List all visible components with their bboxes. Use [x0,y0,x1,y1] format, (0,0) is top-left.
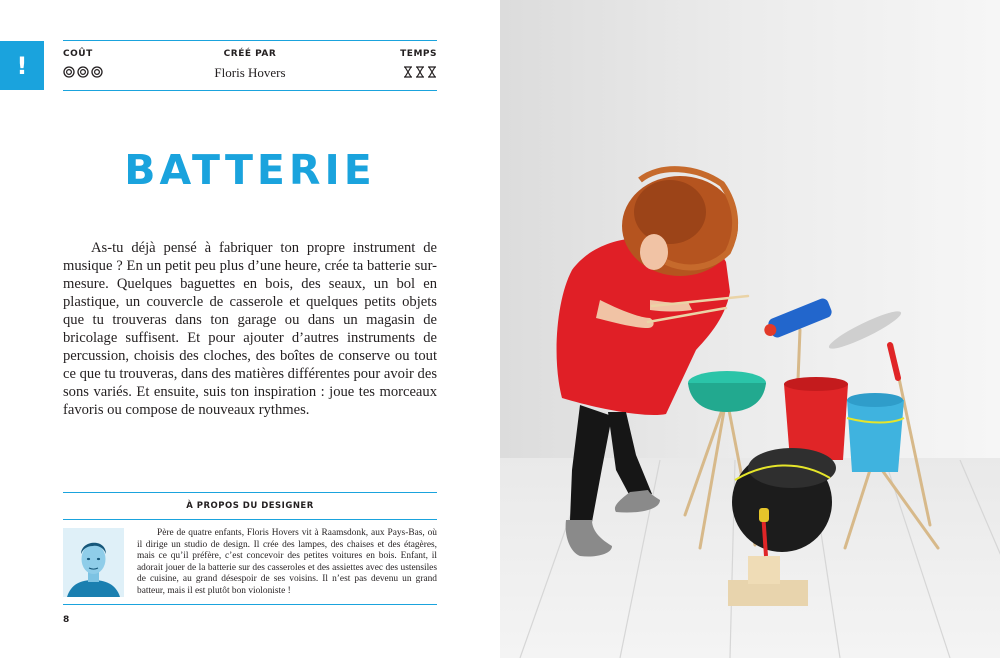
cost-label: COÛT [63,49,93,59]
time-rating [400,66,437,78]
hourglass-icon [415,66,425,78]
hourglass-icon [427,66,437,78]
exclamation-badge [0,41,44,90]
creator-name: Floris Hovers [214,65,286,80]
project-meta-bar [63,40,437,91]
page-title: BATTERIE [124,146,376,194]
about-designer-heading: À PROPOS DU DESIGNER [63,493,437,520]
hourglass-icon [403,66,413,78]
creator-section [63,49,437,81]
time-section [400,49,437,78]
time-label: TEMPS [400,49,437,59]
designer-portrait [63,528,124,597]
intro-paragraph: As-tu déjà pensé à fabriquer ton propre instrument de musique ? En un petit peu plus d’une heure, crée ta batterie sur-mesure. Quelques baguettes en bois, des seaux, un bol en plastique, un couvercle de casserole et quelques petits objets que tu trouveras dans ton garage ou dans un magasin de bricolage suffisent. Et pour ajouter d’autres instruments de percussion, choisis des cloches, des boîtes de conserve ou tout ce que tu trouveras, dans des matières différentes pour avoir des sons variés. Et ensuite, suis ton inspiration : joue tes morceaux favoris ou compose de nouveaux rythmes. [63,240,437,418]
creator-label: CRÉÉ PAR [223,49,277,59]
designer-bio: Père de quatre enfants, Floris Hovers vit à Raamsdonk, aux Pays-Bas, où il dirige un studio de design. Il crée des lampes, des chaises et des étagères, mais ce qu’il préfère, c’est concevoir des petites voitures en bois. Enfant, il adorait jouer de la batterie sur des casseroles et des assiettes avec des ustensiles de cuisine, au grand désespoir de ses voisins. Il n’est pas devenu un grand batteur, mais il est plutôt bon violoniste ! [137,528,437,596]
photo-illustration [500,0,1000,658]
page-number: 8 [63,615,70,625]
about-designer-box [63,492,437,605]
drum-kit-photo [500,0,1000,658]
exclamation-icon: ! [16,51,28,80]
